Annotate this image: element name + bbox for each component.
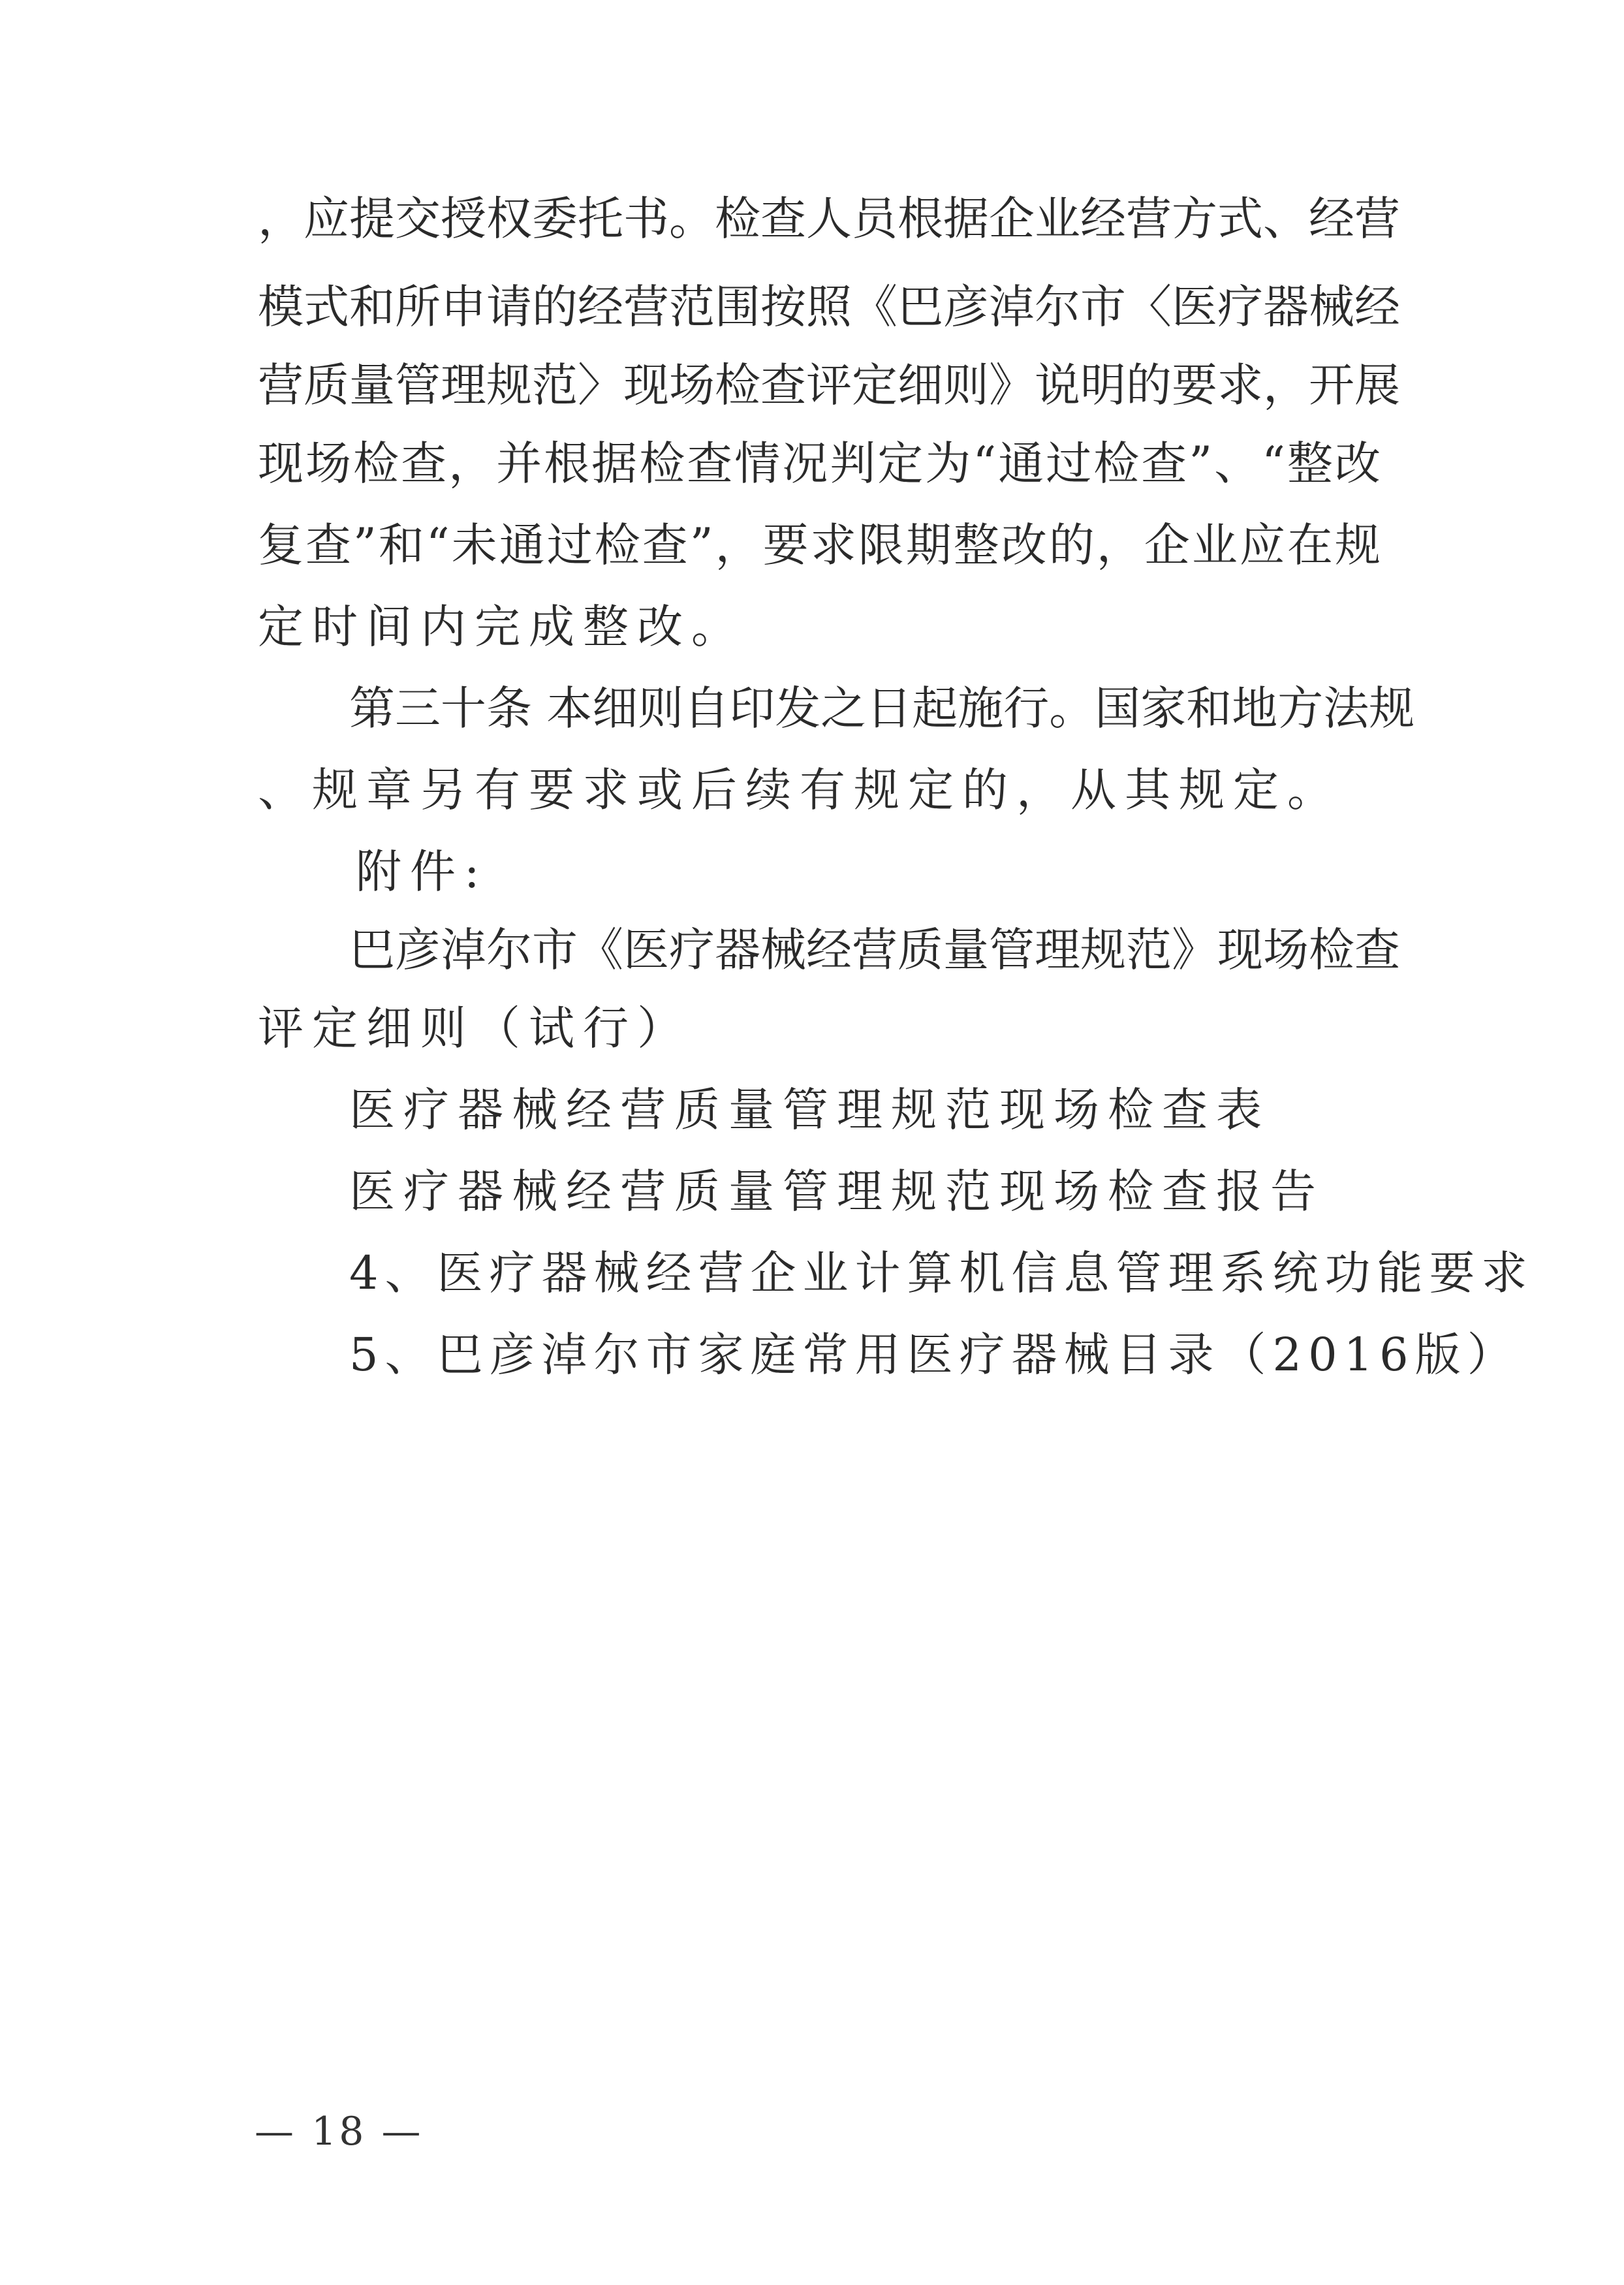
text-line: 、规章另有要求或后续有规定的，从其规定。 [258,763,1341,817]
attachments-heading: 附件: [356,845,488,898]
attachment-item: 医疗器械经营质量管理规范现场检查报告 [349,1165,1324,1218]
text-line: 营质量管理规范〉现场检查评定细则》说明的要求，开展 [258,358,1400,412]
text-line: 第三十条 本细则自印发之日起施行。国家和地方法规 [349,682,1415,735]
page-number: — 18 — [255,2109,424,2154]
text-line: 定时间内完成整改。 [258,600,745,654]
attachment-item: 评定细则（试行） [258,1001,691,1055]
attachment-item: 4、医疗器械经营企业计算机信息管理系统功能要求 [349,1246,1534,1300]
text-line: 模式和所申请的经营范围按照《巴彦淖尔市〈医疗器械经 [258,280,1400,334]
text-line: 复查”和“未通过检查”，要求限期整改的，企业应在规 [258,518,1381,572]
text-line: 现场检查，并根据检查情况判定为“通过检查”、“整改 [258,437,1381,490]
attachment-item: 5、巴彦淖尔市家庭常用医疗器械目录（2016版） [349,1328,1520,1381]
attachment-item: 巴彦淖尔市《医疗器械经营质量管理规范》现场检查 [349,923,1400,977]
text-line: ，应提交授权委托书。检查人员根据企业经营方式、经营 [258,192,1400,245]
attachment-item: 医疗器械经营质量管理规范现场检查表 [349,1083,1270,1137]
